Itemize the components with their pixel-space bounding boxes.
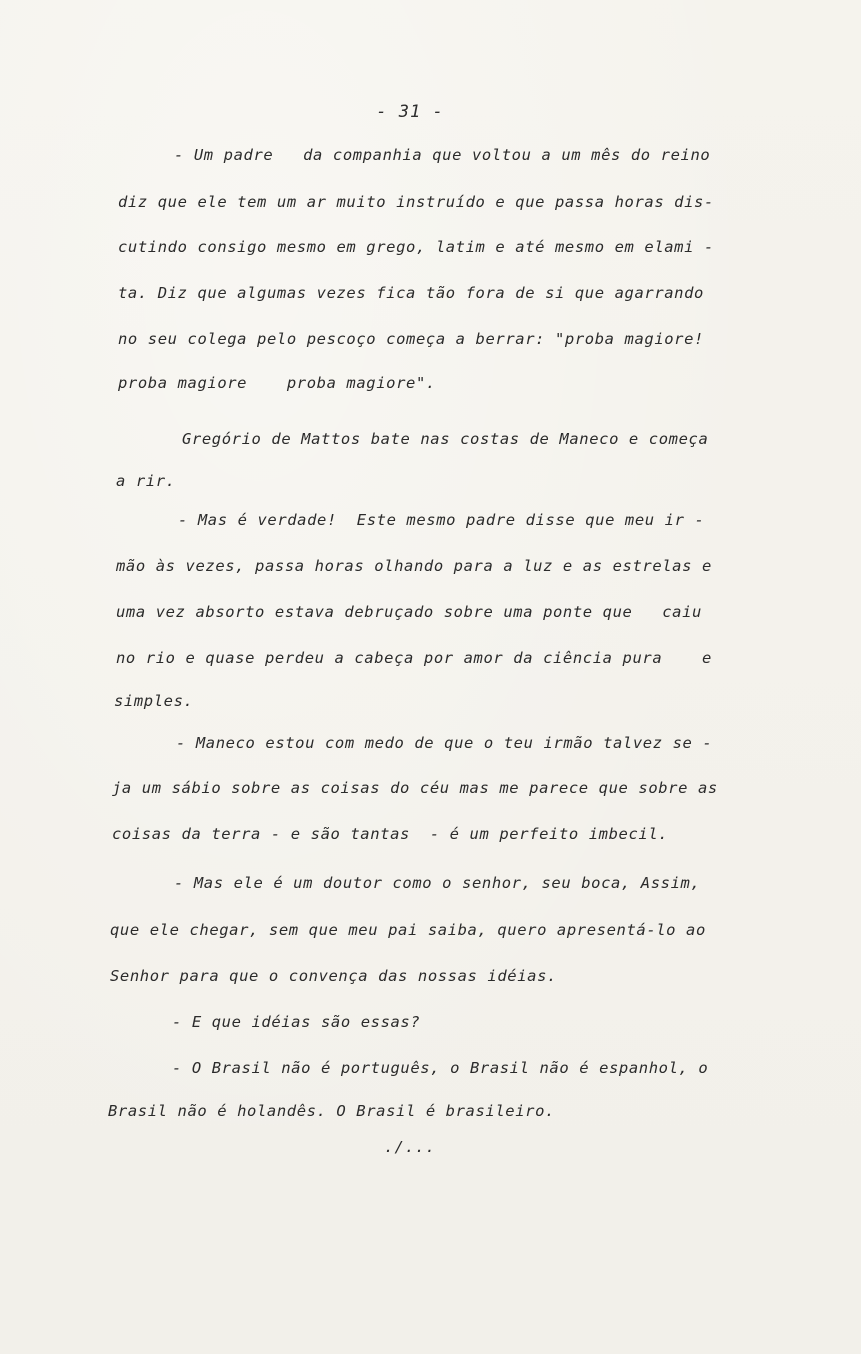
text-line: uma vez absorto estava debruçado sobre uma ponte que caiu [116, 603, 702, 621]
text-line: - O Brasil não é português, o Brasil não é espanhol, o [172, 1059, 709, 1077]
text-line: - Mas é verdade! Este mesmo padre disse que meu ir - [178, 511, 705, 529]
text-line: cutindo consigo mesmo em grego, latim e até mesmo em elami - [118, 238, 714, 256]
text-line: ja um sábio sobre as coisas do céu mas me parece que sobre as [112, 779, 718, 797]
text-line: - Maneco estou com medo de que o teu irmão talvez se - [176, 734, 713, 752]
text-line: diz que ele tem um ar muito instruído e que passa horas dis- [118, 193, 714, 211]
text-line: Gregório de Mattos bate nas costas de Maneco e começa [182, 430, 709, 448]
page-number: - 31 - [376, 102, 444, 122]
text-line: mão às vezes, passa horas olhando para a luz e as estrelas e [116, 557, 712, 575]
text-line: - E que idéias são essas? [172, 1013, 421, 1031]
text-line: no seu colega pelo pescoço começa a berrar: "proba magiore! [118, 330, 704, 348]
text-line: simples. [114, 692, 194, 710]
text-line: Brasil não é holandês. O Brasil é brasileiro. [108, 1102, 555, 1120]
text-line: Senhor para que o convença das nossas idéias. [110, 967, 557, 985]
text-line: que ele chegar, sem que meu pai saiba, quero apresentá-lo ao [110, 921, 706, 939]
text-line: coisas da terra - e são tantas - é um perfeito imbecil. [112, 825, 669, 843]
text-line: ta. Diz que algumas vezes fica tão fora de si que agarrando [118, 284, 704, 302]
text-line: proba magiore proba magiore". [118, 374, 436, 392]
text-line: - Um padre da companhia que voltou a um mês do reino [174, 146, 711, 164]
text-line: no rio e quase perdeu a cabeça por amor da ciência pura e [116, 649, 712, 667]
text-line: a rir. [116, 472, 176, 490]
continuation-mark: ./... [384, 1138, 436, 1156]
text-line: - Mas ele é um doutor como o senhor, seu boca, Assim, [174, 874, 701, 892]
